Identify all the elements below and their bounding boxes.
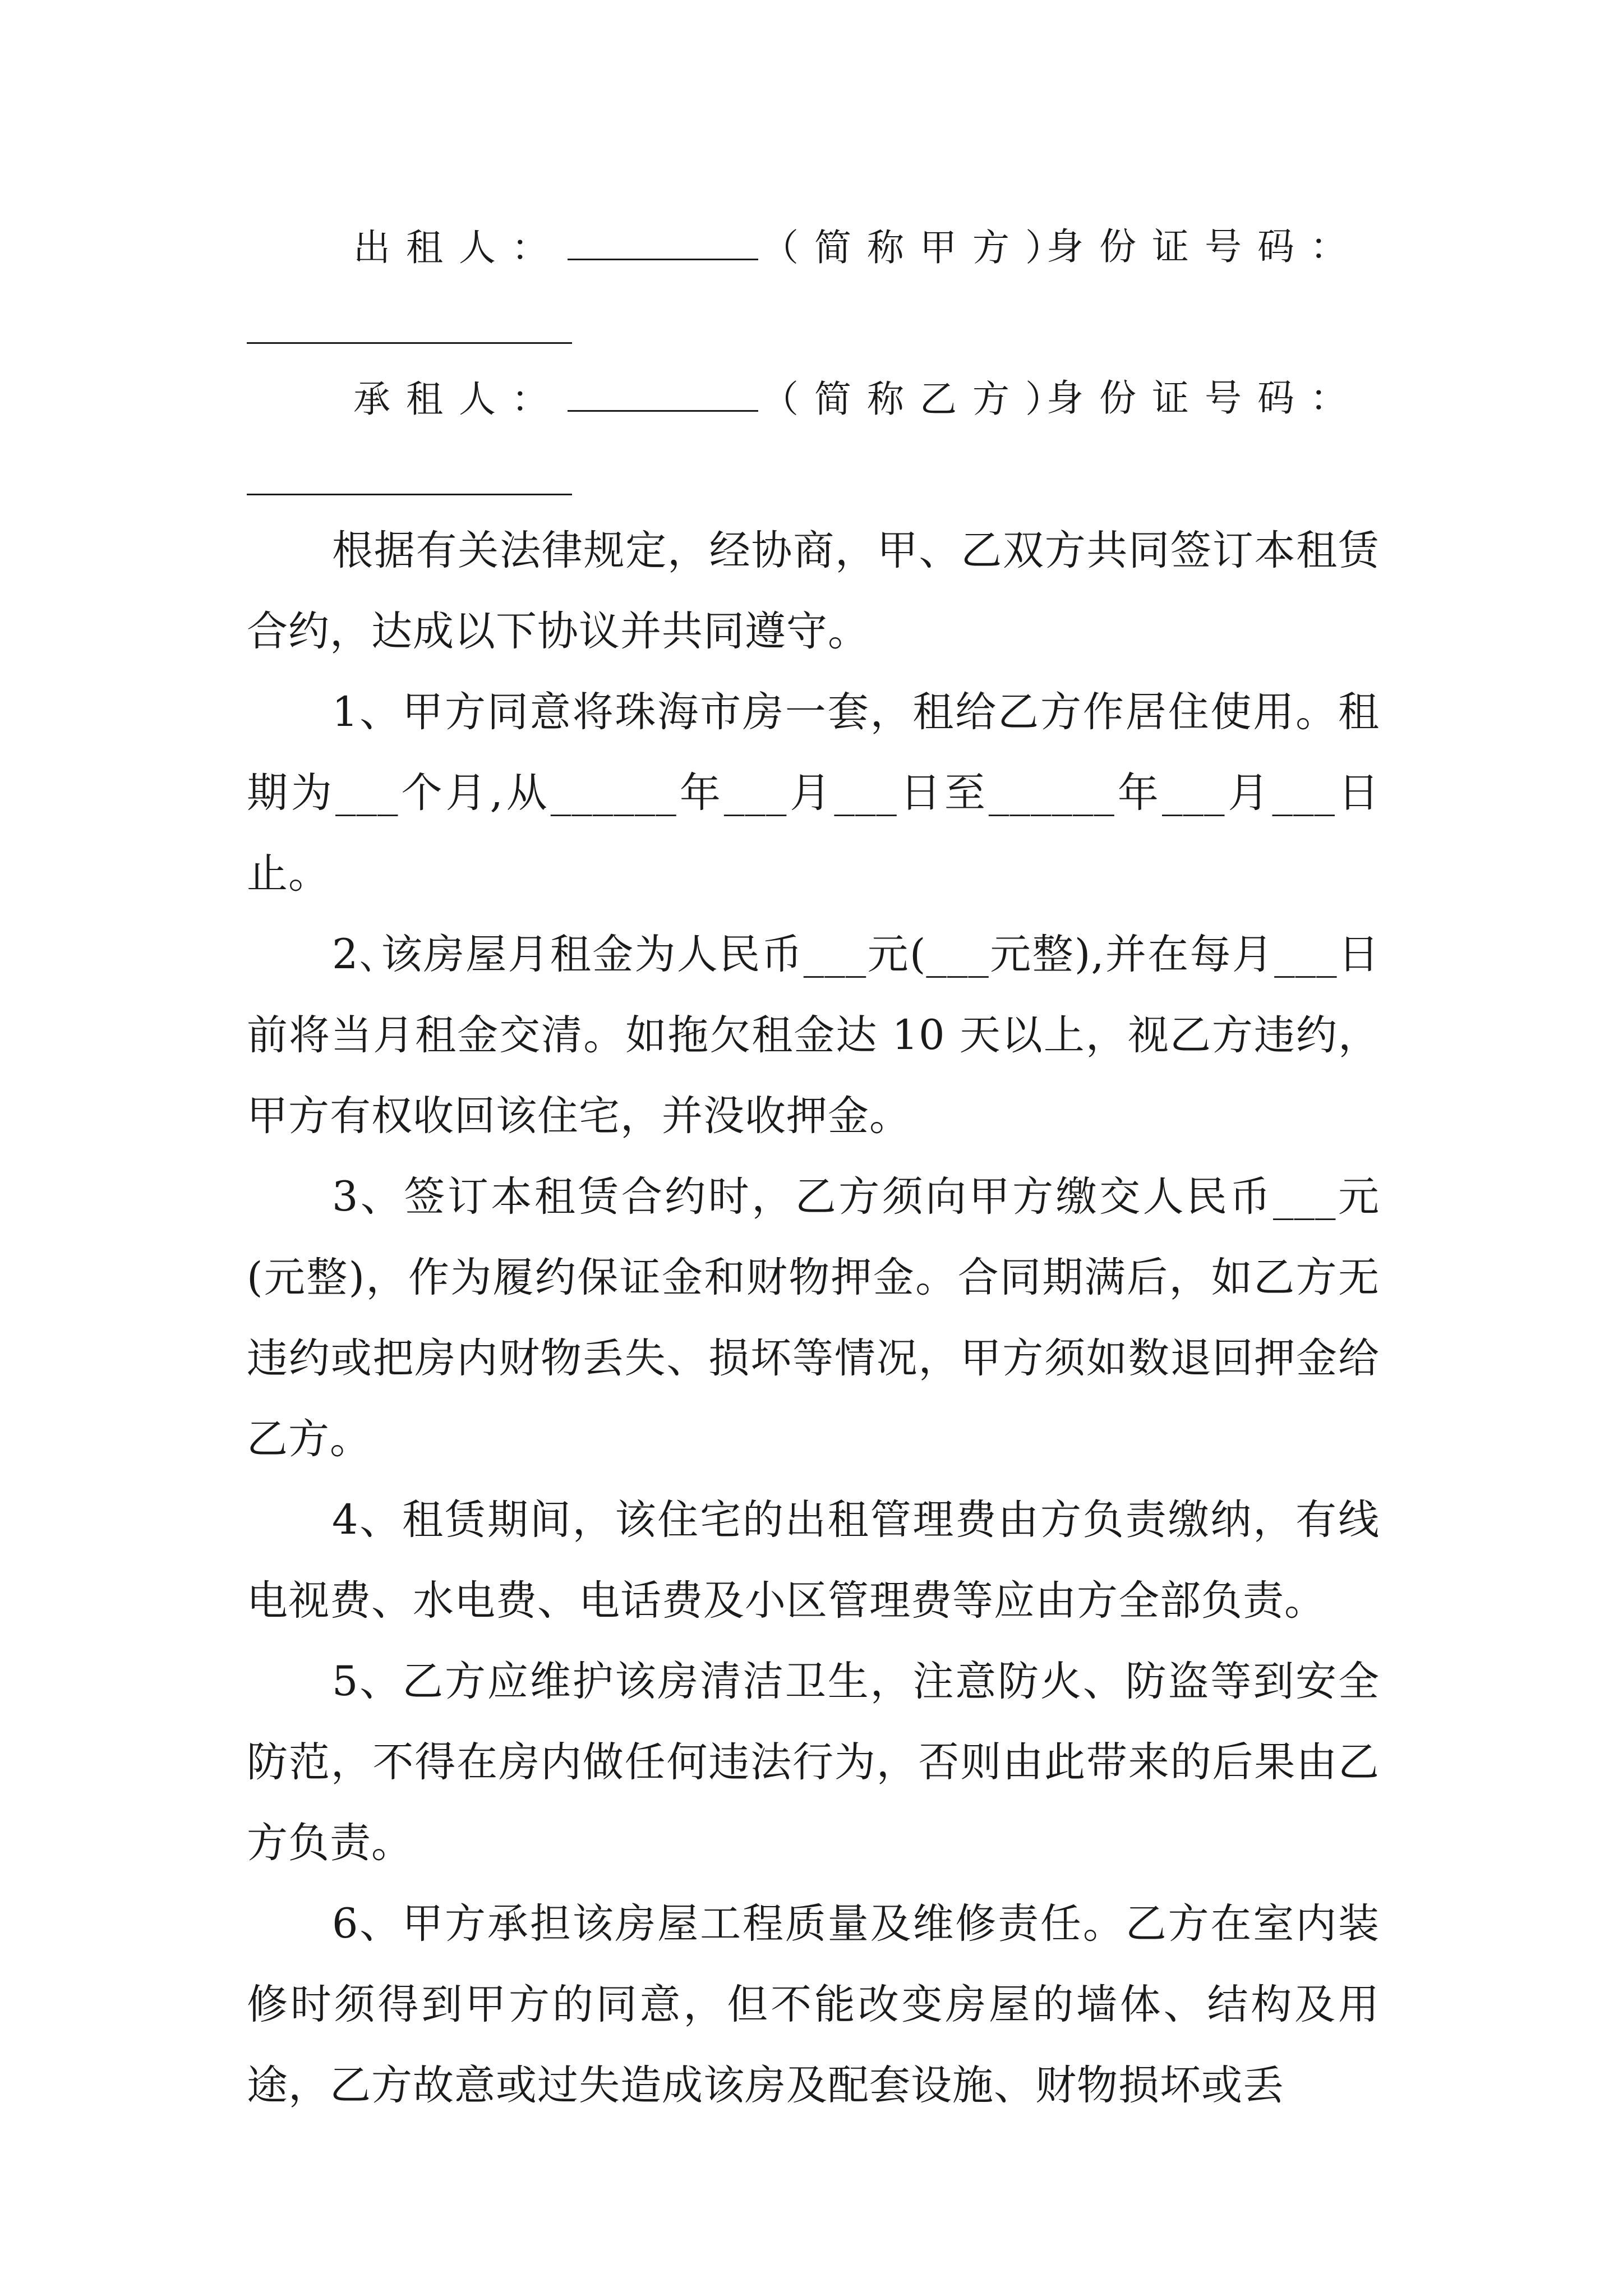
clause-3: 3、签订本租赁合约时，乙方须向甲方缴交人民币___元(元整)，作为履约保证金和财物押金。合同期满后，如乙方无违约或把房内财物丢失、损坏等情况，甲方须如数退回押金给乙方。 (247, 1173, 1380, 1463)
lessee-suffix: （简称乙方） (762, 378, 1078, 421)
lessee-name-blank (568, 373, 758, 412)
contract-body (247, 510, 1380, 2126)
lessor-id-blank (247, 342, 572, 344)
lessor-line (353, 222, 1363, 273)
lessor-label: 出租人： (353, 226, 564, 269)
lessee-id-blank (247, 494, 572, 495)
lessee-line (353, 373, 1363, 425)
clause-4: 4、租赁期间，该住宅的出租管理费由方负责缴纳，有线电视费、水电费、电话费及小区管理费等应由方全部负责。 (247, 1496, 1380, 1625)
intro-paragraph: 根据有关法律规定，经协商，甲、乙双方共同签订本租赁合约，达成以下协议并共同遵守。 (247, 527, 1380, 655)
clause-5: 5、乙方应维护该房清洁卫生，注意防火、防盗等到安全防范，不得在房内做任何违法行为，否则由此带来的后果由乙方负责。 (247, 1658, 1380, 1867)
clause-1: 1、甲方同意将珠海市房一套，租给乙方作居住使用。租期为___个月,从______年___月___日至______年___月___日止。 (247, 688, 1380, 898)
lessee-id-label: 身份证号码： (1046, 376, 1363, 420)
clause-2: 2､该房屋月租金为人民币___元(___元整),并在每月___日前将当月租金交清。如拖欠租金达 10 天以上，视乙方违约，甲方有权收回该住宅，并没收押金。 (247, 931, 1380, 1140)
lessor-suffix: （简称甲方） (762, 226, 1078, 269)
clause-6: 6、甲方承担该房屋工程质量及维修责任。乙方在室内装修时须得到甲方的同意，但不能改变房屋的墙体、结构及用途，乙方故意或过失造成该房及配套设施、财物损坏或丢 (247, 1900, 1380, 2109)
lessor-id-label: 身份证号码： (1046, 225, 1363, 268)
lessee-label: 承租人： (353, 378, 564, 421)
lessor-name-blank (568, 222, 758, 260)
